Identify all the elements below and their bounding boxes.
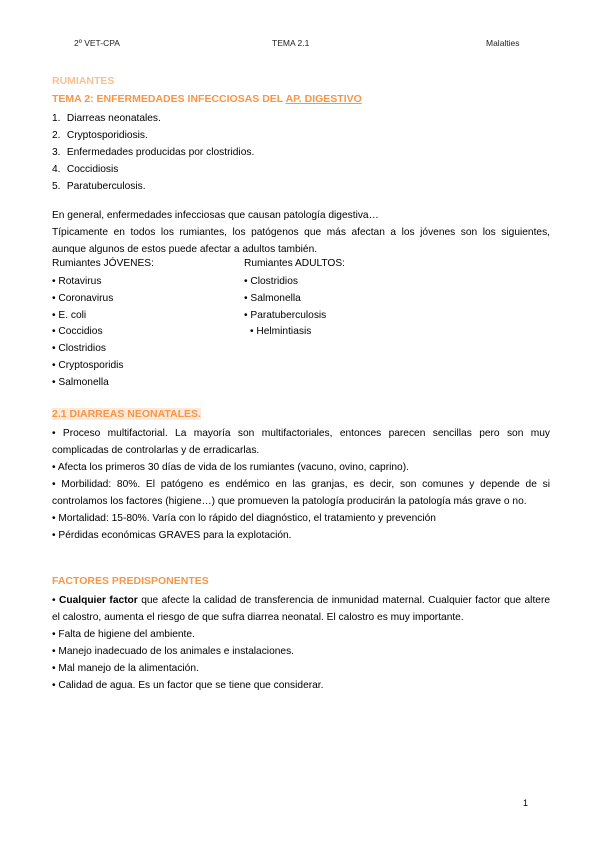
list-item: 2. Cryptosporidiosis. bbox=[52, 130, 148, 141]
list-item: • Salmonella bbox=[244, 292, 301, 304]
list-item: • Cryptosporidis bbox=[52, 359, 124, 371]
section-2-1-title: 2.1 DIARREAS NEONATALES. bbox=[52, 408, 201, 420]
intro-line-1: En general, enfermedades infecciosas que causan patología digestiva… bbox=[52, 210, 379, 221]
bullet-paragraph: • Mortalidad: 15-80%. Varía con lo rápido del diagnóstico, el tratamiento y prevención bbox=[52, 513, 436, 524]
bullet-paragraph: • Morbilidad: 80%. El patógeno es endémico en las granjas, es decir, son comunes y depende de si controlamos los factores (higiene…) que promueven la patología producirán la patología más grave o no. bbox=[52, 479, 550, 507]
bullet-paragraph: • Manejo inadecuado de los animales e instalaciones. bbox=[52, 646, 294, 657]
list-item: 4. Coccidiosis bbox=[52, 164, 119, 175]
adult-title: Rumiantes ADULTOS: bbox=[244, 258, 345, 269]
list-item: • Rotavirus bbox=[52, 276, 102, 287]
factores-body bbox=[52, 592, 550, 694]
bullet-paragraph: • Falta de higiene del ambiente. bbox=[52, 629, 195, 640]
intro-line-3: aunque algunos de estos puede afectar a adultos también. bbox=[52, 244, 318, 255]
list-item: • Coronavirus bbox=[52, 292, 114, 304]
list-item: • Salmonella bbox=[52, 376, 109, 388]
list-item: • Clostridios bbox=[52, 343, 106, 355]
header-right: Malalties bbox=[486, 38, 520, 48]
list-item: • Coccidios bbox=[52, 326, 103, 338]
list-item: • Helmintiasis bbox=[250, 326, 312, 338]
list-item: • Paratuberculosis bbox=[244, 309, 327, 321]
bullet-paragraph: • Mal manejo de la alimentación. bbox=[52, 663, 199, 674]
section-title: RUMIANTES bbox=[52, 75, 115, 87]
topic-title bbox=[52, 93, 362, 105]
young-title: Rumiantes JÓVENES: bbox=[52, 258, 154, 269]
header-center: TEMA 2.1 bbox=[272, 38, 310, 48]
bullet-paragraph: • Pérdidas económicas GRAVES para la explotación. bbox=[52, 530, 292, 541]
factores-title: FACTORES PREDISPONENTES bbox=[52, 575, 209, 587]
list-item: • Clostridios bbox=[244, 276, 298, 287]
list-item: • E. coli bbox=[52, 309, 87, 321]
bullet-paragraph: • Cualquier factor que afecte la calidad de transferencia de inmunidad maternal. Cualquier factor que altere el calostro, aumenta el riesgo de que sufra diarrea neonatal. El calostro es muy importante. bbox=[52, 595, 550, 623]
bold-phrase: Cualquier factor bbox=[59, 595, 138, 606]
page-number: 1 bbox=[522, 798, 528, 808]
topic-title-prefix: TEMA 2: ENFERMEDADES INFECCIOSAS DEL bbox=[52, 93, 286, 105]
list-item: 1. Diarreas neonatales. bbox=[52, 113, 161, 124]
bullet-paragraph: • Calidad de agua. Es un factor que se tiene que considerar. bbox=[52, 680, 324, 691]
adult-list bbox=[244, 274, 326, 341]
section-2-1-body bbox=[52, 425, 550, 544]
numbered-list bbox=[52, 110, 254, 195]
list-item: 5. Paratuberculosis. bbox=[52, 181, 146, 192]
list-item: 3. Enfermedades producidas por clostridios. bbox=[52, 147, 255, 158]
young-list bbox=[52, 274, 124, 392]
intro-line-2: Típicamente en todos los rumiantes, los patógenos que más afectan a los jóvenes son los siguientes, bbox=[52, 227, 550, 238]
topic-title-underlined: AP. DIGESTIVO bbox=[285, 93, 362, 105]
bullet-paragraph: • Proceso multifactorial. La mayoría son multifactoriales, entonces parecen sencillas pero son muy complicadas de controlarlas y de erradicarlas. bbox=[52, 428, 550, 456]
bullet-paragraph: • Afecta los primeros 30 días de vida de los rumiantes (vacuno, ovino, caprino). bbox=[52, 462, 409, 473]
header-left: 2º VET-CPA bbox=[74, 38, 120, 48]
